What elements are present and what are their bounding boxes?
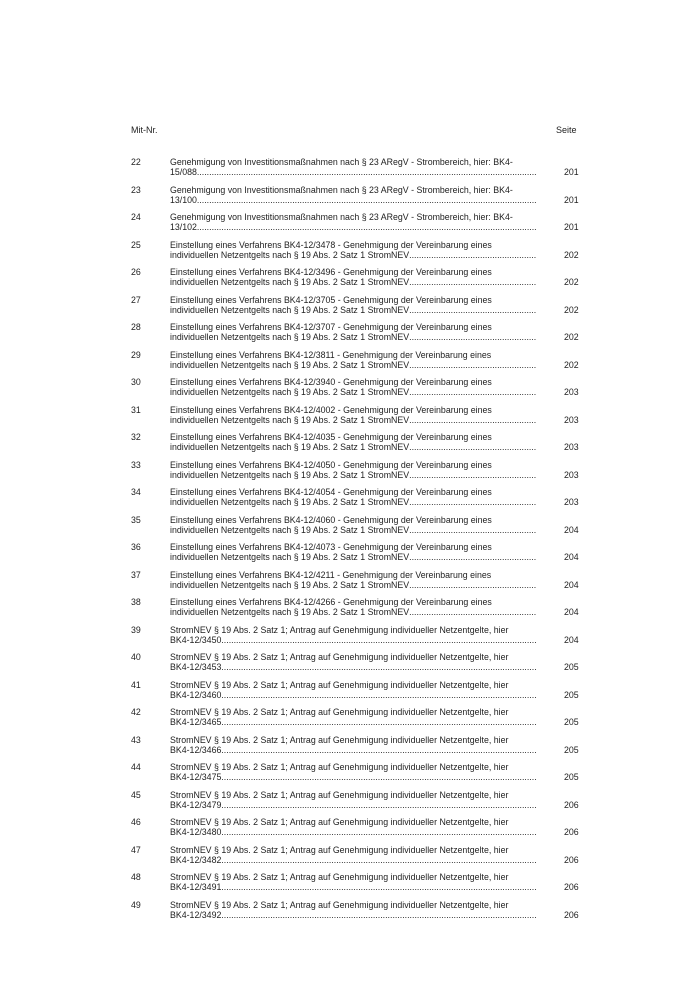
entry-number: 44 (131, 762, 141, 772)
entry-number: 45 (131, 789, 141, 800)
toc-entry (0, 487, 700, 515)
toc-entry (0, 817, 700, 845)
entry-title (170, 405, 537, 425)
entry-number: 37 (131, 569, 141, 580)
entry-title (170, 295, 537, 315)
entry-number: 24 (131, 212, 141, 222)
toc-entry (0, 515, 700, 543)
entry-title-line1: Einstellung eines Verfahrens BK4-12/4073 - Genehmigung der Vereinbarung eines (170, 542, 492, 552)
entry-title-line2-text: individuellen Netzentgelts nach § 19 Abs. 2 Satz 1 StromNEV (170, 359, 410, 370)
dot-leader (221, 745, 537, 755)
dot-leader (221, 910, 537, 920)
entry-title (170, 790, 537, 810)
entry-title (170, 597, 537, 617)
entry-page-number: 206 (564, 827, 579, 837)
dot-leader (409, 525, 537, 535)
entry-number: 29 (131, 349, 141, 360)
entry-title-line1: StromNEV § 19 Abs. 2 Satz 1; Antrag auf Genehmigung individueller Netzentgelte, hier (170, 789, 509, 800)
entry-title-line2-text: BK4-12/3479 (170, 799, 222, 810)
entry-title-line2 (170, 910, 537, 920)
dot-leader (221, 772, 537, 782)
dot-leader (409, 497, 537, 507)
entry-page-number: 202 (564, 249, 579, 260)
toc-entry (0, 240, 700, 268)
entry-title-line2 (170, 690, 537, 700)
entry-page-number: 205 (564, 689, 579, 700)
entry-title-line2-text: 15/088 (170, 167, 197, 177)
entry-title-line1: Einstellung eines Verfahrens BK4-12/4054 - Genehmigung der Vereinbarung eines (170, 487, 492, 497)
entry-number: 31 (131, 404, 141, 415)
dot-leader (409, 607, 537, 617)
entry-title-line2-text: individuellen Netzentgelts nach § 19 Abs. 2 Satz 1 StromNEV (170, 579, 410, 590)
dot-leader (221, 662, 537, 672)
entry-number: 33 (131, 459, 141, 470)
entry-title-line2-text: BK4-12/3453 (170, 662, 222, 672)
entry-title-line2 (170, 415, 537, 425)
entry-page-number: 201 (564, 167, 579, 177)
toc-entry (0, 322, 700, 350)
entry-number: 40 (131, 652, 141, 662)
entry-title (170, 625, 537, 645)
entry-title (170, 487, 537, 507)
entry-title-line1: Einstellung eines Verfahrens BK4-12/4060 - Genehmigung der Vereinbarung eines (170, 514, 492, 525)
toc-entry (0, 735, 700, 763)
dot-leader (409, 442, 537, 452)
entry-title-line2 (170, 277, 537, 287)
entry-title-line2 (170, 167, 537, 177)
entry-title-line2-text: individuellen Netzentgelts nach § 19 Abs. 2 Satz 1 StromNEV (170, 552, 410, 562)
dot-leader (409, 305, 537, 315)
dot-leader (409, 552, 537, 562)
dot-leader (221, 855, 537, 865)
entry-title-line2-text: individuellen Netzentgelts nach § 19 Abs. 2 Satz 1 StromNEV (170, 387, 410, 397)
entry-title-line2-text: individuellen Netzentgelts nach § 19 Abs. 2 Satz 1 StromNEV (170, 414, 410, 425)
toc-entry (0, 295, 700, 323)
entry-title-line2 (170, 745, 537, 755)
dot-leader (221, 635, 537, 645)
entry-number: 23 (131, 184, 141, 195)
entry-page-number: 205 (564, 772, 579, 782)
entry-page-number: 206 (564, 882, 579, 892)
entry-title-line2 (170, 497, 537, 507)
entry-title (170, 872, 537, 892)
entry-number: 36 (131, 542, 141, 552)
entry-title-line2-text: BK4-12/3450 (170, 634, 222, 645)
entry-title (170, 377, 537, 397)
entry-title-line2 (170, 882, 537, 892)
entry-title-line2-text: BK4-12/3465 (170, 717, 222, 727)
entry-title (170, 432, 537, 452)
entry-page-number: 205 (564, 717, 579, 727)
dot-leader (409, 360, 537, 370)
toc-entry (0, 707, 700, 735)
entry-page-number: 203 (564, 497, 579, 507)
entry-title-line2 (170, 250, 537, 260)
entry-title-line1: Einstellung eines Verfahrens BK4-12/3705 - Genehmigung der Vereinbarung eines (170, 294, 492, 305)
entry-title-line1: Einstellung eines Verfahrens BK4-12/4035 - Genehmigung der Vereinbarung eines (170, 432, 492, 442)
entry-page-number: 202 (564, 359, 579, 370)
entry-page-number: 205 (564, 662, 579, 672)
entry-page-number: 204 (564, 579, 579, 590)
toc-entry (0, 212, 700, 240)
entry-page-number: 201 (564, 222, 579, 232)
dot-leader (221, 827, 537, 837)
entry-number: 39 (131, 624, 141, 635)
toc-entry (0, 845, 700, 873)
entry-title-line2-text: BK4-12/3480 (170, 827, 222, 837)
entry-page-number: 205 (564, 744, 579, 755)
entry-title-line2 (170, 855, 537, 865)
toc-entry (0, 267, 700, 295)
entry-title-line2-text: individuellen Netzentgelts nach § 19 Abs. 2 Satz 1 StromNEV (170, 497, 410, 507)
entry-title-line1: Genehmigung von Investitionsmaßnahmen nach § 23 ARegV - Strombereich, hier: BK4- (170, 184, 513, 195)
entry-title (170, 845, 537, 865)
toc-entry (0, 350, 700, 378)
entry-title-line2-text: individuellen Netzentgelts nach § 19 Abs. 2 Satz 1 StromNEV (170, 524, 410, 535)
entry-title (170, 157, 537, 177)
entry-title-line1: Genehmigung von Investitionsmaßnahmen nach § 23 ARegV - Strombereich, hier: BK4- (170, 157, 513, 167)
entry-number: 26 (131, 267, 141, 277)
entry-page-number: 203 (564, 469, 579, 480)
entry-title-line1: Einstellung eines Verfahrens BK4-12/4002 - Genehmigung der Vereinbarung eines (170, 404, 492, 415)
column-header-mit-nr: Mit-Nr. (131, 125, 158, 135)
entry-title-line2 (170, 607, 537, 617)
entry-title-line2 (170, 772, 537, 782)
entry-title (170, 350, 537, 370)
toc-entry (0, 570, 700, 598)
entry-title-line2 (170, 332, 537, 342)
dot-leader (409, 580, 537, 590)
entry-page-number: 204 (564, 524, 579, 535)
entry-title-line1: Einstellung eines Verfahrens BK4-12/4211 - Genehmigung der Vereinbarung eines (170, 569, 492, 580)
dot-leader (409, 250, 537, 260)
dot-leader (221, 882, 537, 892)
entry-title-line2 (170, 360, 537, 370)
entry-title-line2-text: individuellen Netzentgelts nach § 19 Abs. 2 Satz 1 StromNEV (170, 332, 410, 342)
entry-title-line2 (170, 662, 537, 672)
entry-title-line2 (170, 580, 537, 590)
entry-title-line1: StromNEV § 19 Abs. 2 Satz 1; Antrag auf Genehmigung individueller Netzentgelte, hier (170, 624, 509, 635)
entry-number: 38 (131, 597, 141, 607)
entry-title-line1: StromNEV § 19 Abs. 2 Satz 1; Antrag auf Genehmigung individueller Netzentgelte, hier (170, 679, 509, 690)
entry-title-line1: Einstellung eines Verfahrens BK4-12/3940 - Genehmigung der Vereinbarung eines (170, 377, 492, 387)
entry-page-number: 204 (564, 552, 579, 562)
entry-title-line1: StromNEV § 19 Abs. 2 Satz 1; Antrag auf Genehmigung individueller Netzentgelte, hier (170, 734, 509, 745)
toc-entry (0, 460, 700, 488)
entry-title-line1: Einstellung eines Verfahrens BK4-12/4050 - Genehmigung der Vereinbarung eines (170, 459, 492, 470)
entry-title-line1: StromNEV § 19 Abs. 2 Satz 1; Antrag auf Genehmigung individueller Netzentgelte, hier (170, 844, 509, 855)
toc-list (0, 157, 700, 927)
entry-title-line2-text: individuellen Netzentgelts nach § 19 Abs. 2 Satz 1 StromNEV (170, 277, 410, 287)
dot-leader (221, 717, 537, 727)
entry-title-line1: StromNEV § 19 Abs. 2 Satz 1; Antrag auf Genehmigung individueller Netzentgelte, hier (170, 817, 509, 827)
entry-number: 49 (131, 899, 141, 910)
entry-title-line2-text: 13/100 (170, 194, 197, 205)
entry-title-line2-text: individuellen Netzentgelts nach § 19 Abs. 2 Satz 1 StromNEV (170, 469, 410, 480)
toc-entry (0, 625, 700, 653)
entry-page-number: 202 (564, 304, 579, 315)
entry-title-line2-text: BK4-12/3475 (170, 772, 222, 782)
entry-title (170, 322, 537, 342)
dot-leader (409, 332, 537, 342)
entry-title-line2-text: BK4-12/3482 (170, 854, 222, 865)
entry-title (170, 212, 537, 232)
dot-leader (221, 800, 537, 810)
entry-title-line2 (170, 305, 537, 315)
entry-title-line2 (170, 635, 537, 645)
entry-title-line1: Einstellung eines Verfahrens BK4-12/4266 - Genehmigung der Vereinbarung eines (170, 597, 492, 607)
toc-entry (0, 157, 700, 185)
entry-title (170, 707, 537, 727)
entry-title (170, 735, 537, 755)
entry-title-line1: Einstellung eines Verfahrens BK4-12/3496 - Genehmigung der Vereinbarung eines (170, 267, 492, 277)
entry-page-number: 204 (564, 634, 579, 645)
entry-title (170, 680, 537, 700)
entry-number: 46 (131, 817, 141, 827)
entry-page-number: 203 (564, 442, 579, 452)
entry-title-line2 (170, 222, 537, 232)
entry-title (170, 240, 537, 260)
dot-leader (409, 470, 537, 480)
entry-number: 34 (131, 487, 141, 497)
entry-title (170, 570, 537, 590)
toc-entry (0, 597, 700, 625)
toc-entry (0, 680, 700, 708)
toc-entry (0, 652, 700, 680)
entry-page-number: 206 (564, 909, 579, 920)
entry-page-number: 203 (564, 414, 579, 425)
entry-title-line2 (170, 552, 537, 562)
dot-leader (197, 222, 537, 232)
toc-entry (0, 762, 700, 790)
entry-number: 43 (131, 734, 141, 745)
entry-title-line2 (170, 442, 537, 452)
entry-title-line1: StromNEV § 19 Abs. 2 Satz 1; Antrag auf Genehmigung individueller Netzentgelte, hier (170, 707, 509, 717)
toc-entry (0, 872, 700, 900)
entry-title (170, 515, 537, 535)
entry-title-line1: StromNEV § 19 Abs. 2 Satz 1; Antrag auf Genehmigung individueller Netzentgelte, hier (170, 762, 509, 772)
entry-number: 28 (131, 322, 141, 332)
entry-title-line2-text: individuellen Netzentgelts nach § 19 Abs. 2 Satz 1 StromNEV (170, 304, 410, 315)
entry-title (170, 900, 537, 920)
entry-title-line2 (170, 525, 537, 535)
dot-leader (409, 277, 537, 287)
entry-title-line2-text: BK4-12/3460 (170, 689, 222, 700)
entry-number: 32 (131, 432, 141, 442)
entry-page-number: 204 (564, 607, 579, 617)
entry-title (170, 542, 537, 562)
entry-title-line2 (170, 387, 537, 397)
entry-title (170, 460, 537, 480)
entry-page-number: 201 (564, 194, 579, 205)
entry-page-number: 206 (564, 854, 579, 865)
entry-title-line1: StromNEV § 19 Abs. 2 Satz 1; Antrag auf Genehmigung individueller Netzentgelte, hier (170, 652, 509, 662)
entry-title (170, 817, 537, 837)
entry-number: 30 (131, 377, 141, 387)
entry-title-line2-text: individuellen Netzentgelts nach § 19 Abs. 2 Satz 1 StromNEV (170, 442, 410, 452)
dot-leader (409, 387, 537, 397)
entry-title-line2 (170, 800, 537, 810)
dot-leader (197, 167, 537, 177)
entry-page-number: 206 (564, 799, 579, 810)
toc-entry (0, 542, 700, 570)
entry-title-line1: StromNEV § 19 Abs. 2 Satz 1; Antrag auf Genehmigung individueller Netzentgelte, hier (170, 872, 509, 882)
entry-number: 35 (131, 514, 141, 525)
entry-number: 25 (131, 239, 141, 250)
entry-title-line2-text: BK4-12/3466 (170, 744, 222, 755)
entry-page-number: 203 (564, 387, 579, 397)
entry-title-line2 (170, 827, 537, 837)
entry-number: 42 (131, 707, 141, 717)
entry-number: 47 (131, 844, 141, 855)
toc-entry (0, 185, 700, 213)
entry-title-line2-text: individuellen Netzentgelts nach § 19 Abs. 2 Satz 1 StromNEV (170, 607, 410, 617)
dot-leader (221, 690, 537, 700)
entry-title-line2 (170, 717, 537, 727)
toc-entry (0, 432, 700, 460)
toc-entry (0, 377, 700, 405)
entry-title-line1: Einstellung eines Verfahrens BK4-12/3811 - Genehmigung der Vereinbarung eines (170, 349, 492, 360)
entry-title (170, 762, 537, 782)
entry-title (170, 267, 537, 287)
entry-title-line1: Einstellung eines Verfahrens BK4-12/3707 - Genehmigung der Vereinbarung eines (170, 322, 492, 332)
entry-title-line2-text: 13/102 (170, 222, 197, 232)
entry-title-line1: Genehmigung von Investitionsmaßnahmen nach § 23 ARegV - Strombereich, hier: BK4- (170, 212, 513, 222)
entry-title-line1: Einstellung eines Verfahrens BK4-12/3478 - Genehmigung der Vereinbarung eines (170, 239, 492, 250)
entry-number: 48 (131, 872, 141, 882)
entry-title-line2-text: BK4-12/3492 (170, 909, 222, 920)
entry-title-line2 (170, 195, 537, 205)
entry-number: 27 (131, 294, 141, 305)
entry-number: 41 (131, 679, 141, 690)
entry-number: 22 (131, 157, 141, 167)
entry-title (170, 652, 537, 672)
dot-leader (409, 415, 537, 425)
entry-page-number: 202 (564, 332, 579, 342)
entry-title-line2 (170, 470, 537, 480)
dot-leader (197, 195, 537, 205)
entry-page-number: 202 (564, 277, 579, 287)
entry-title (170, 185, 537, 205)
entry-title-line2-text: individuellen Netzentgelts nach § 19 Abs. 2 Satz 1 StromNEV (170, 249, 410, 260)
toc-entry (0, 405, 700, 433)
toc-entry (0, 900, 700, 928)
entry-title-line2-text: BK4-12/3491 (170, 882, 222, 892)
column-header-seite: Seite (556, 125, 577, 135)
entry-title-line1: StromNEV § 19 Abs. 2 Satz 1; Antrag auf Genehmigung individueller Netzentgelte, hier (170, 899, 509, 910)
toc-entry (0, 790, 700, 818)
